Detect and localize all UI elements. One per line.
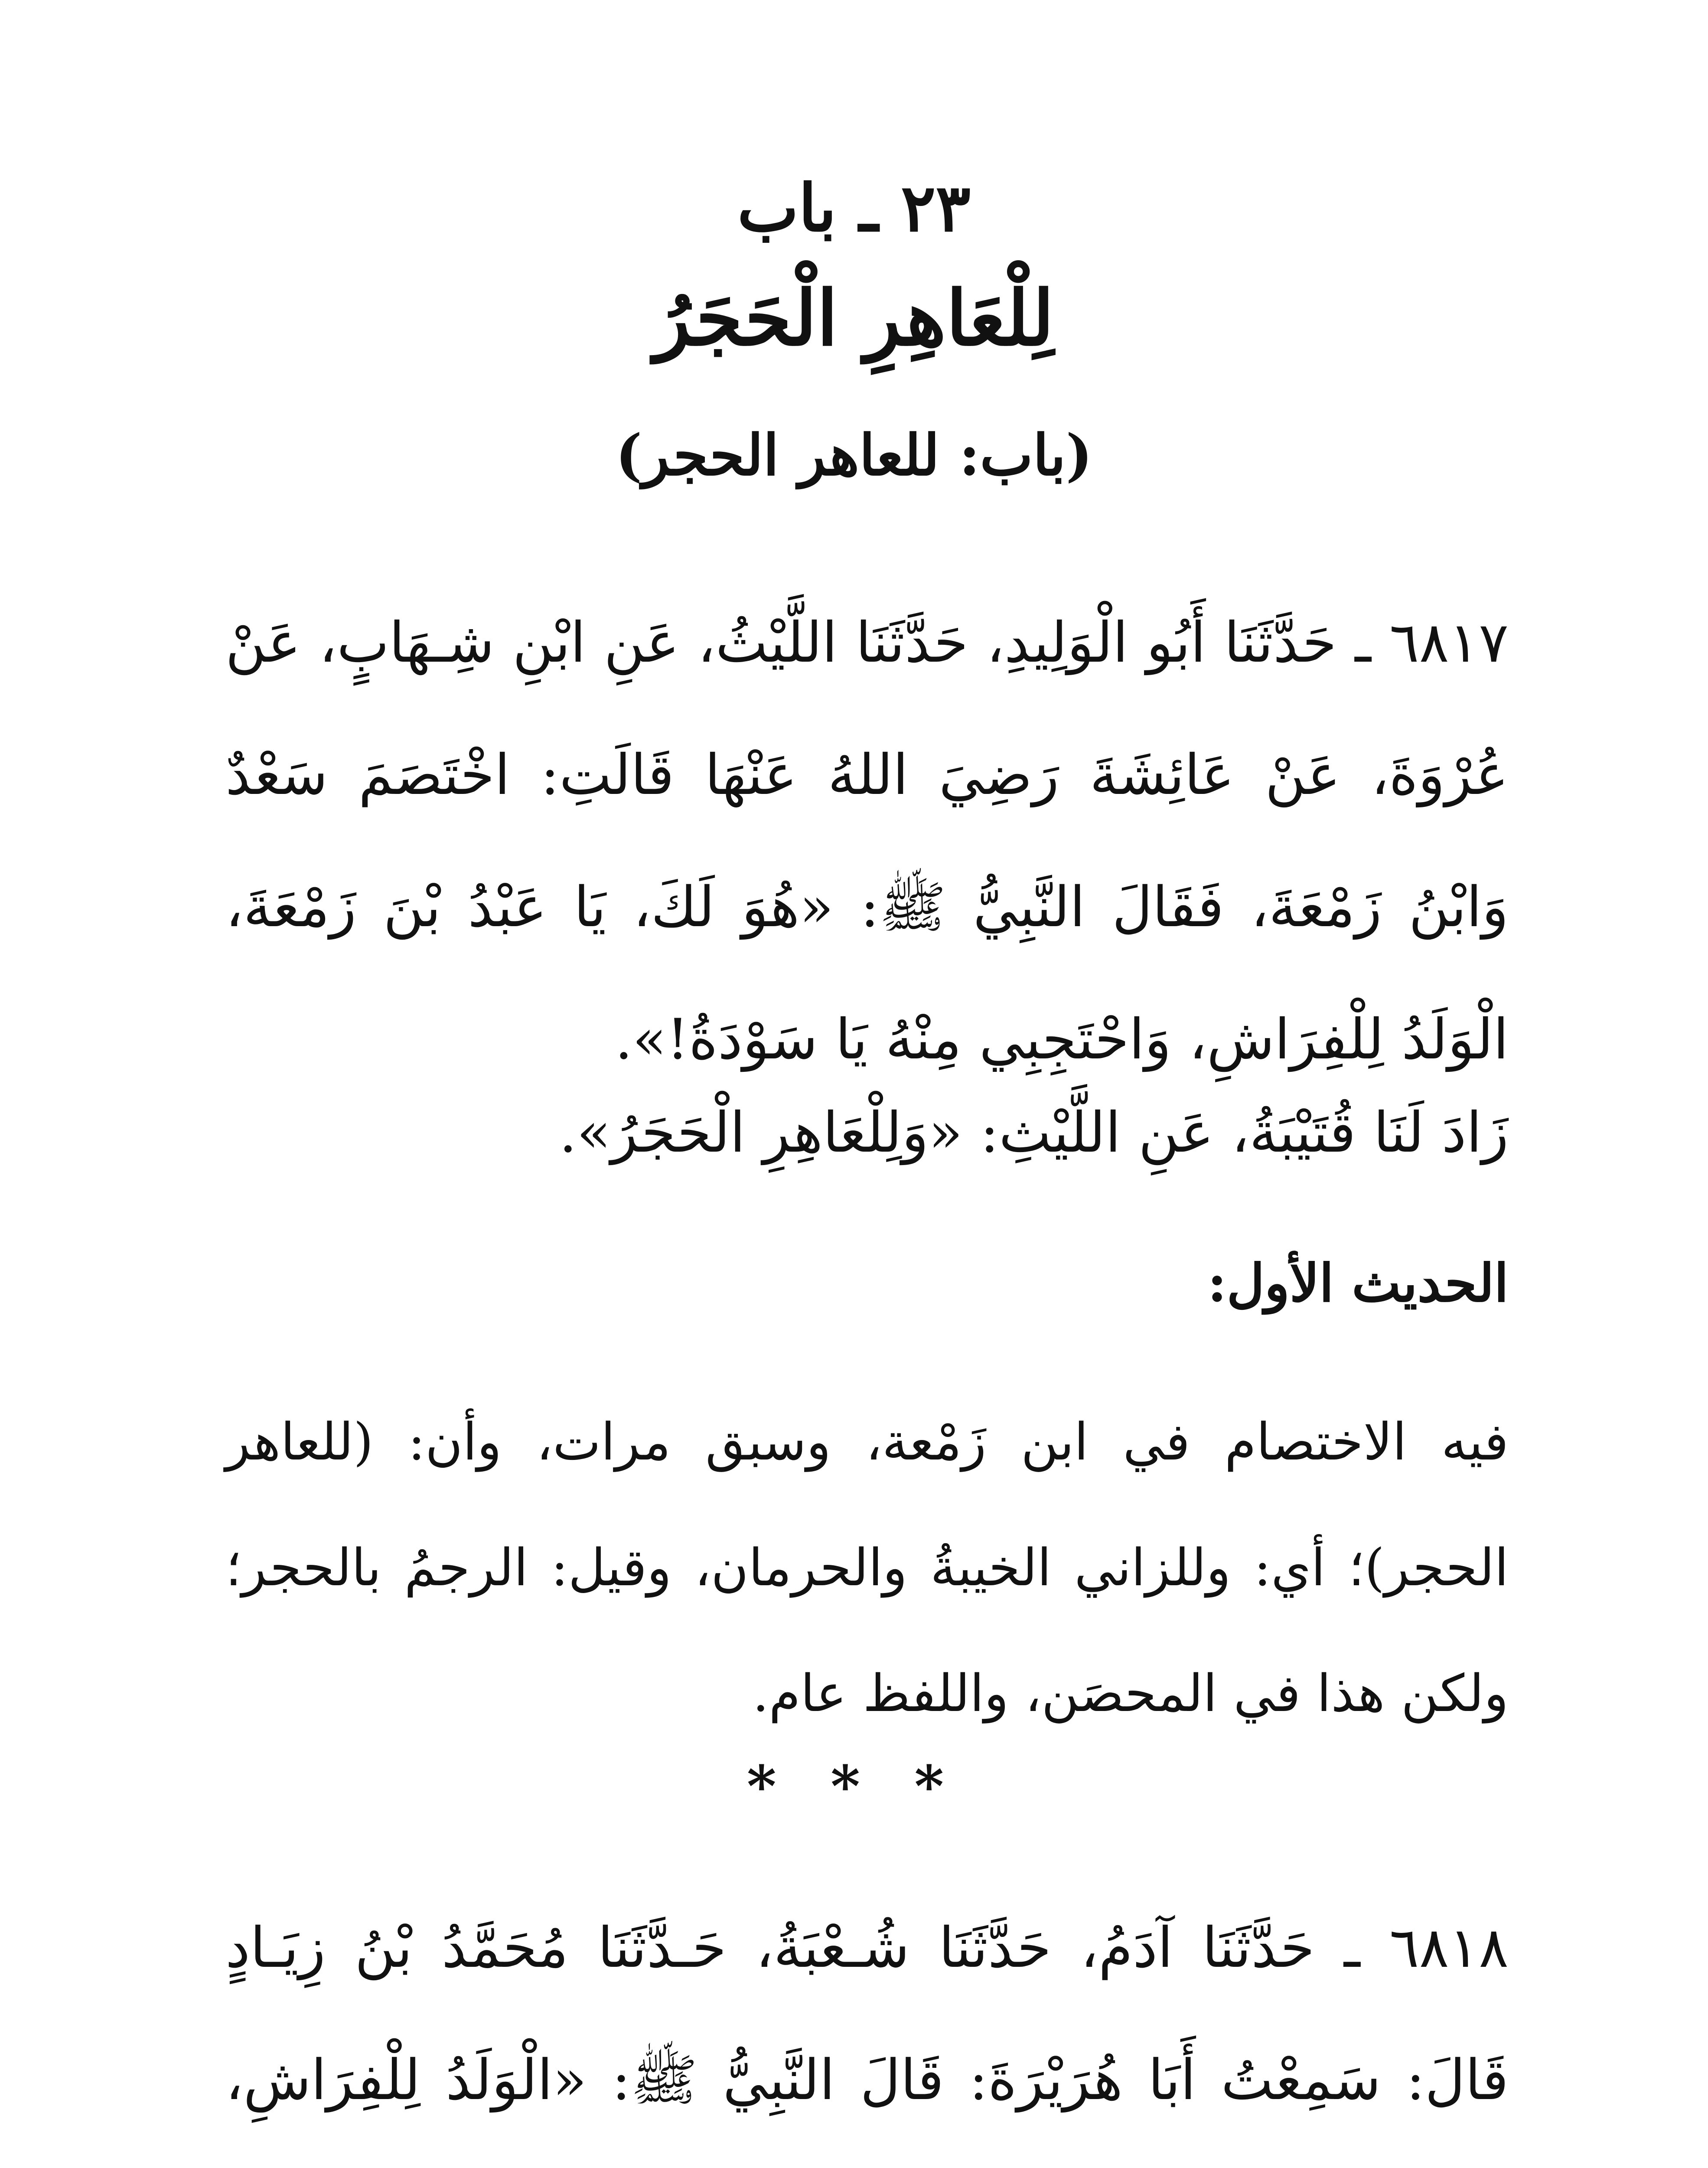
chapter-title: لِلْعَاهِرِ الْحَجَرُ	[654, 274, 1054, 363]
commentary-heading: الحديث الأول:	[1207, 1253, 1509, 1314]
hadith-6817-text: ٦٨١٧ ـ حَدَّثَنَا أَبُو الْوَلِيدِ، حَدَّثَنَا اللَّيْثُ، عَنِ ابْنِ شِـهَابٍ، عَنْ عُرْوَةَ، عَنْ عَائِشَةَ رَضِيَ اللهُ عَنْهَا قَالَتِ: اخْتَصَمَ سَعْدٌ وَابْنُ زَمْعَةَ، فَقَالَ النَّبِيُّ ﷺ: «هُوَ لَكَ، يَا عَبْدُ بْنَ زَمْعَةَ، الْوَلَدُ لِلْفِرَاشِ، وَاحْتَجِبِي مِنْهُ يَا سَوْدَةُ!».	[225, 611, 1509, 1072]
section-separator: * * *	[746, 1753, 962, 1819]
commentary-text: فيه الاختصام في ابن زَمْعة، وسبق مرات، وأن: (للعاهر الحجر)؛ أي: وللزاني الخيبةُ والحرمان، وقيل: الرجمُ بالحجر؛ ولكن هذا في المحصَن، واللفظ عام.	[225, 1412, 1509, 1723]
chapter-subtitle: (باب: للعاهر الحجر)	[615, 422, 1093, 488]
chapter-number: ٢٣ ـ باب	[737, 170, 971, 246]
hadith-6817-addition: زَادَ لَنَا قُتَيْبَةُ، عَنِ اللَّيْثِ: «وَلِلْعَاهِرِ الْحَجَرُ».	[559, 1100, 1509, 1165]
hadith-6818-text: ٦٨١٨ ـ حَدَّثَنَا آدَمُ، حَدَّثَنَا شُـعْبَةُ، حَـدَّثَنَا مُحَمَّدُ بْنُ زِيَـادٍ قَالَ: سَمِعْتُ أَبَا هُرَيْرَةَ: قَالَ النَّبِيُّ ﷺ: «الْوَلَدُ لِلْفِرَاشِ،	[225, 1916, 1509, 2112]
